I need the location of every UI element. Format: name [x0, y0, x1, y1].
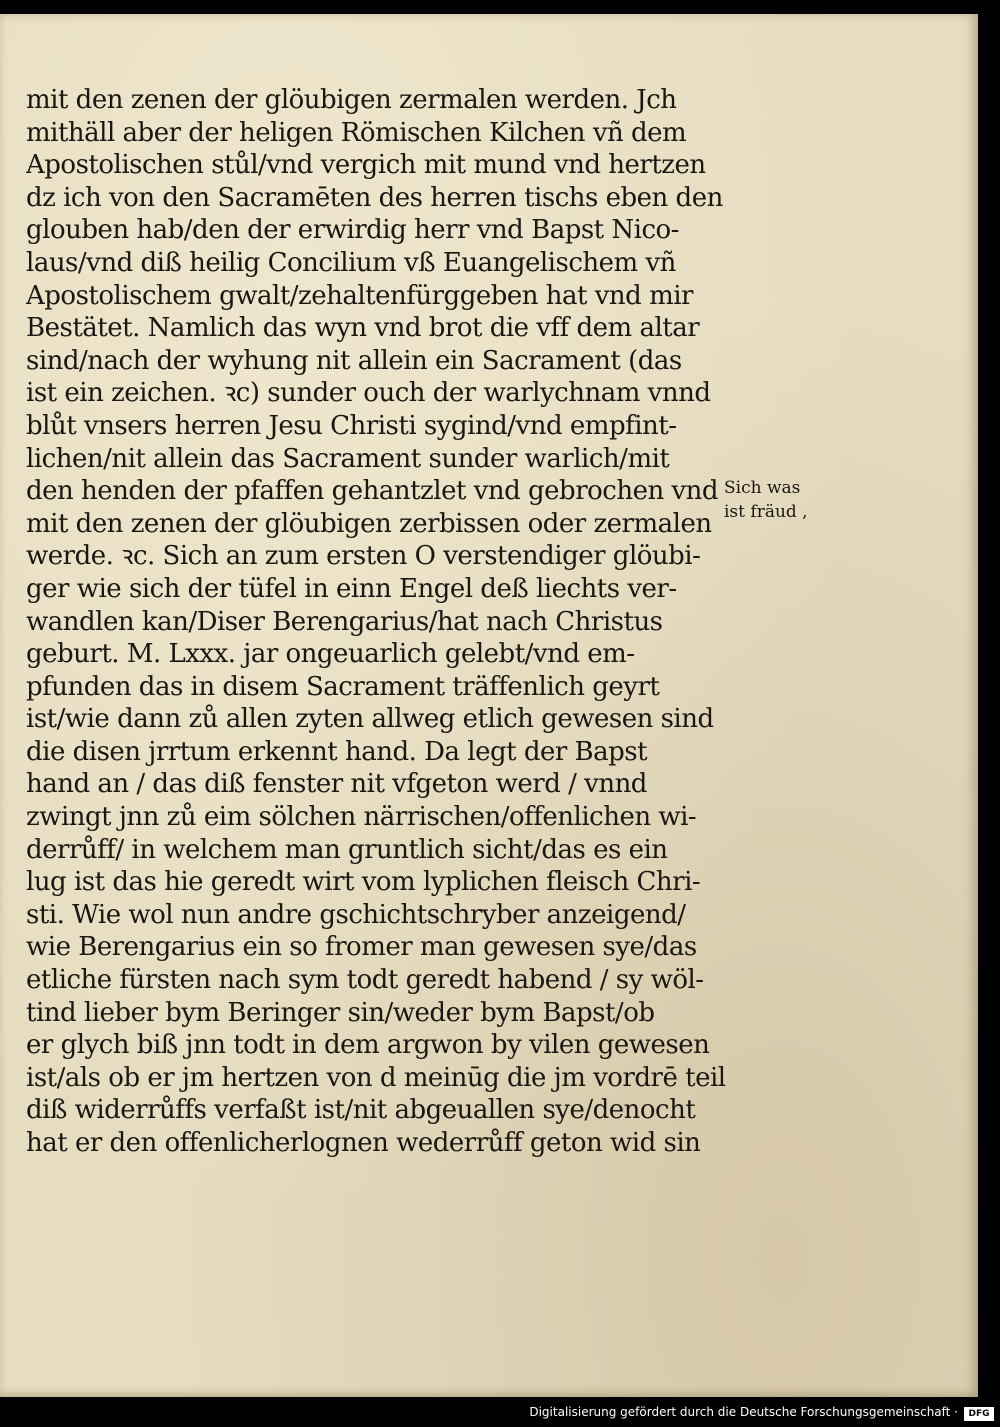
text-line: blůt vnsers herren Jesu Christi sygind/vnd empfint-: [26, 410, 677, 441]
text-line: sti. Wie wol nun andre gschichtschryber anzeigend/: [26, 899, 686, 930]
text-line: Bestätet. Namlich das wyn vnd brot die vff dem altar: [26, 313, 700, 344]
text-line: etliche fürsten nach sym todt geredt habend / sy wöl-: [26, 965, 704, 996]
text-line: laus/vnd diß heilig Concilium vß Euangelischem vñ: [26, 247, 676, 278]
body-text: [26, 84, 732, 1160]
text-line: derrůff/ in welchem man gruntlich sicht/das es ein: [26, 834, 668, 865]
dfg-logo-icon: DFG: [964, 1407, 994, 1421]
funding-credit: Digitalisierung gefördert durch die Deutsche Forschungsgemeinschaft ·: [529, 1405, 958, 1419]
book-page: [0, 14, 978, 1397]
marginal-note-line: Sich was: [724, 478, 801, 498]
text-line: mithäll aber der heligen Römischen Kilchen vñ dem: [26, 117, 687, 148]
text-line: wie Berengarius ein so fromer man gewesen sye/das: [26, 932, 697, 963]
text-line: die disen jrrtum erkennt hand. Da legt der Bapst: [26, 736, 648, 767]
text-line: geburt. M. Lxxx. jar ongeuarlich gelebt/vnd em-: [26, 639, 635, 670]
text-line: zwingt jnn zů eim sölchen närrischen/offenlichen wi-: [26, 802, 697, 833]
text-line: glouben hab/den der erwirdig herr vnd Bapst Nico-: [26, 215, 679, 246]
text-line: den henden der pfaffen gehantzlet vnd gebrochen vnd: [26, 476, 719, 507]
footer-bar: [0, 1397, 1000, 1427]
marginal-note-line: ist fräud ,: [724, 502, 808, 522]
text-line: pfunden das in disem Sacrament träffenlich geyrt: [26, 671, 660, 702]
text-line: hand an / das diß fenster nit vfgeton werd / vnnd: [26, 769, 647, 800]
text-line: ist/als ob er jm hertzen von d meinūg die jm vordrē teil: [26, 1062, 726, 1093]
text-line: hat er den offenlicherlognen wederrůff geton wid sin: [26, 1128, 701, 1158]
text-line: ger wie sich der tüfel in einn Engel deß liechts ver-: [26, 573, 677, 604]
text-line: lug ist das hie geredt wirt vom lyplichen fleisch Chri-: [26, 867, 701, 898]
text-line: Apostolischen stůl/vnd vergich mit mund vnd hertzen: [26, 150, 706, 181]
text-line: mit den zenen der glöubigen zermalen werden. Jch: [26, 85, 677, 115]
text-line: lichen/nit allein das Sacrament sunder warlich/mit: [26, 443, 670, 474]
text-line: ist/wie dann zů allen zyten allweg etlich gewesen sind: [26, 704, 714, 735]
text-line: wandlen kan/Diser Berengarius/hat nach Christus: [26, 606, 663, 637]
text-line: diß widerrůffs verfaßt ist/nit abgeuallen sye/denocht: [26, 1095, 696, 1126]
text-line: sind/nach der wyhung nit allein ein Sacrament (das: [26, 345, 682, 376]
marginal-note: [724, 476, 834, 524]
text-line: mit den zenen der glöubigen zerbissen oder zermalen: [26, 508, 712, 539]
text-line: er glych biß jnn todt in dem argwon by vilen gewesen: [26, 1030, 710, 1061]
text-line: ist ein zeichen. ꝛc) sunder ouch der warlychnam vnnd: [26, 378, 711, 409]
text-line: tind lieber bym Beringer sin/weder bym Bapst/ob: [26, 997, 655, 1028]
text-line: werde. ꝛc. Sich an zum ersten O verstendiger glöubi-: [26, 541, 701, 572]
text-line: Apostolischem gwalt/zehaltenfürggeben hat vnd mir: [26, 280, 693, 311]
text-line: dz ich von den Sacramēten des herren tischs eben den: [26, 182, 723, 213]
